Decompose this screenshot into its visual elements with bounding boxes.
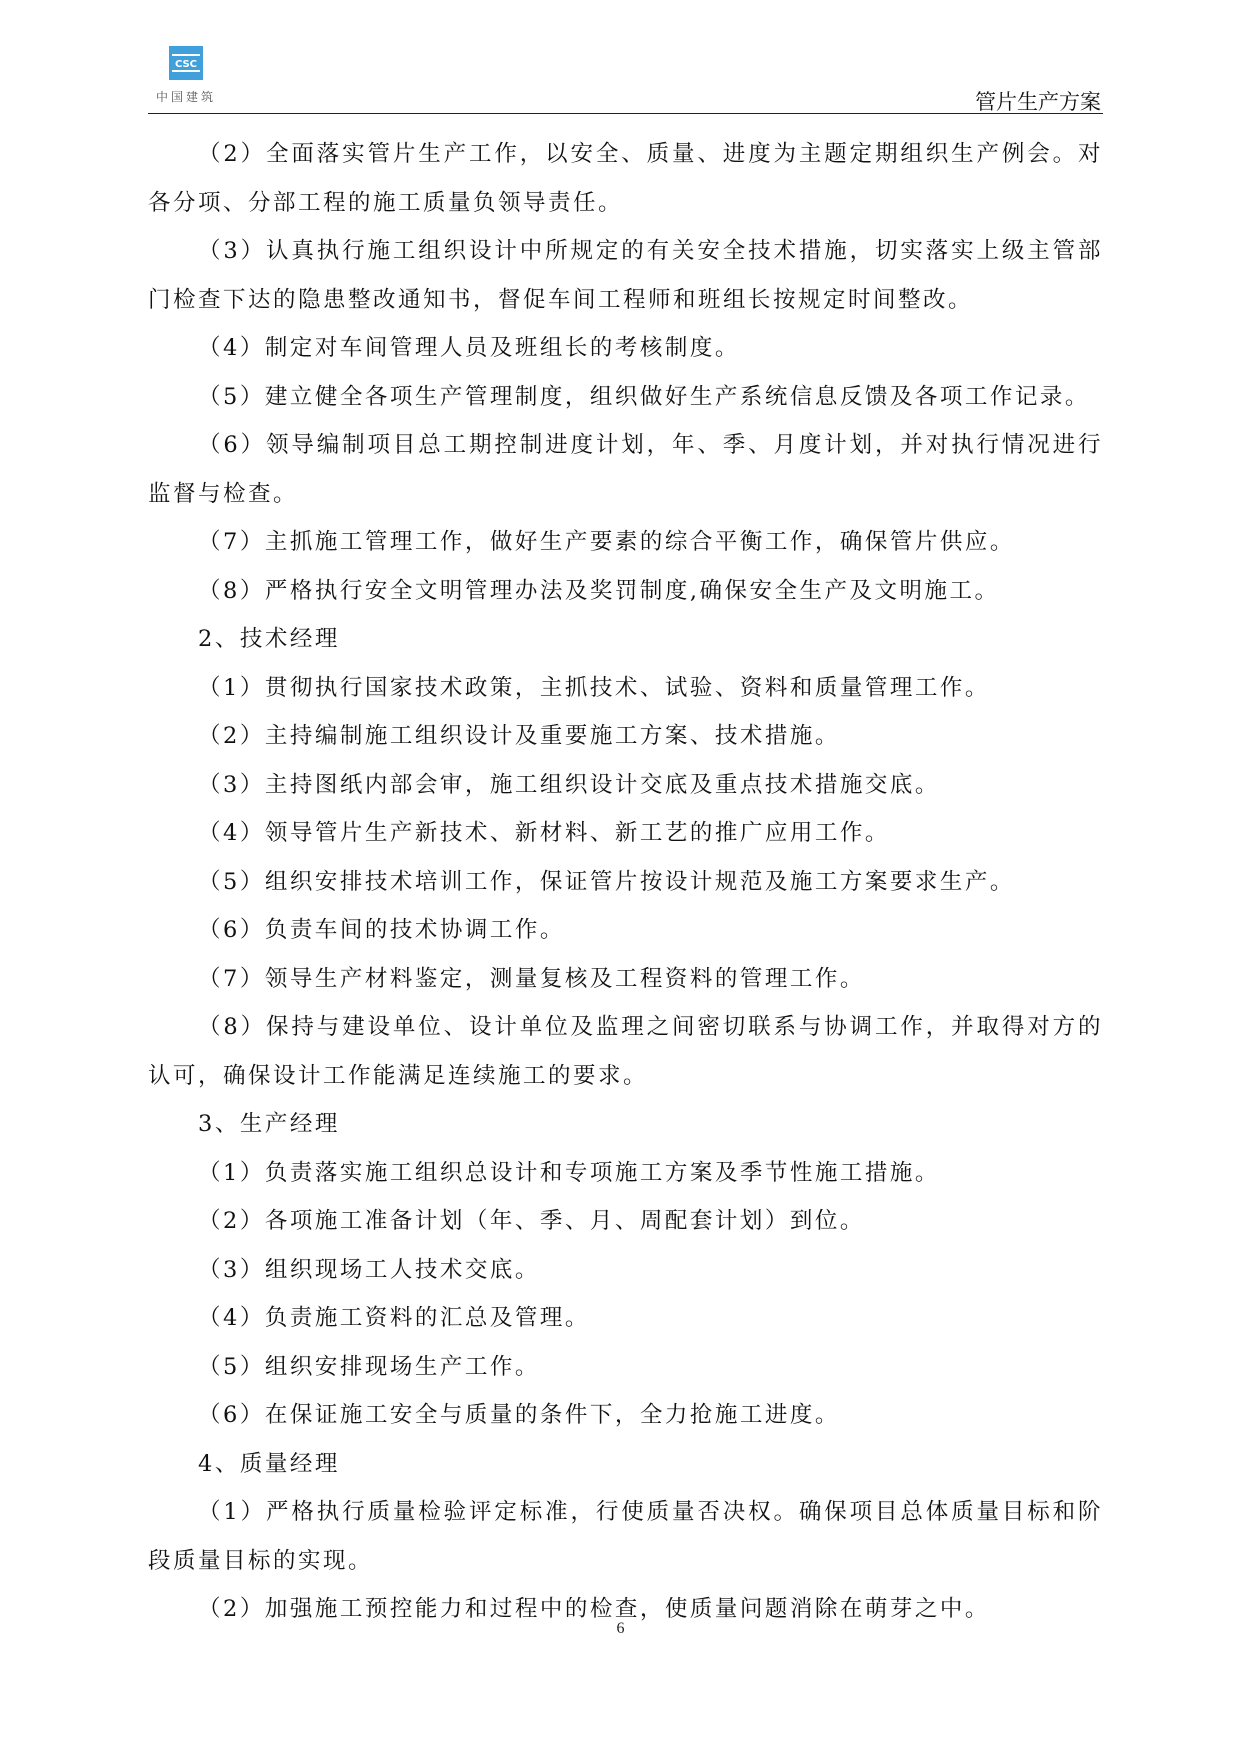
logo-text: 中国建筑: [155, 90, 216, 104]
paragraph: （6）在保证施工安全与质量的条件下，全力抢施工进度。: [198, 1402, 840, 1428]
section-heading-technical-manager: 2、技术经理: [198, 626, 340, 652]
paragraph: （2）各项施工准备计划（年、季、月、周配套计划）到位。: [198, 1208, 865, 1234]
paragraph: （2）加强施工预控能力和过程中的检查，使质量问题消除在萌芽之中。: [198, 1596, 990, 1622]
cscec-logo-icon: [169, 46, 203, 80]
paragraph: （3）主持图纸内部会审，施工组织设计交底及重点技术措施交底。: [198, 771, 940, 798]
paragraph: （5）建立健全各项生产管理制度，组织做好生产系统信息反馈及各项工作记录。: [198, 383, 1090, 410]
document-body: [148, 130, 1103, 1634]
svg-text:CSC: CSC: [174, 59, 198, 70]
paragraph: （2）主持编制施工组织设计及重要施工方案、技术措施。: [198, 723, 840, 749]
paragraph: （4）负责施工资料的汇总及管理。: [198, 1305, 590, 1331]
paragraph: （2）全面落实管片生产工作，以安全、质量、进度为主题定期组织生产例会。对各分项、分部工程的施工质量负领导责任。: [148, 141, 1103, 216]
section-heading-production-manager: 3、生产经理: [198, 1111, 340, 1137]
paragraph: （3）认真执行施工组织设计中所规定的有关安全技术措施，切实落实上级主管部门检查下达的隐患整改通知书，督促车间工程师和班组长按规定时间整改。: [148, 238, 1103, 313]
paragraph: （1）严格执行质量检验评定标准，行使质量否决权。确保项目总体质量目标和阶段质量目标的实现。: [148, 1499, 1103, 1574]
paragraph: （6）负责车间的技术协调工作。: [198, 917, 565, 943]
paragraph: （4）领导管片生产新技术、新材料、新工艺的推广应用工作。: [198, 820, 890, 846]
page-number: 6: [616, 1620, 625, 1637]
paragraph: （3）组织现场工人技术交底。: [198, 1256, 540, 1283]
paragraph: （1）负责落实施工组织总设计和专项施工方案及季节性施工措施。: [198, 1159, 940, 1186]
page-header: [148, 44, 1103, 116]
header-divider: [148, 113, 1103, 114]
paragraph: （7）主抓施工管理工作，做好生产要素的综合平衡工作，确保管片供应。: [198, 529, 1015, 555]
paragraph: （1）贯彻执行国家技术政策，主抓技术、试验、资料和质量管理工作。: [198, 674, 990, 701]
paragraph: （8）严格执行安全文明管理办法及奖罚制度,确保安全生产及文明施工。: [198, 577, 1000, 604]
paragraph: （5）组织安排现场生产工作。: [198, 1353, 540, 1380]
paragraph: （8）保持与建设单位、设计单位及监理之间密切联系与协调工作，并取得对方的认可，确保设计工作能满足连续施工的要求。: [148, 1014, 1103, 1089]
paragraph: （6）领导编制项目总工期控制进度计划，年、季、月度计划，并对执行情况进行监督与检查。: [148, 432, 1103, 507]
company-logo: [150, 44, 222, 104]
paragraph: （7）领导生产材料鉴定，测量复核及工程资料的管理工作。: [198, 965, 865, 992]
document-title: 管片生产方案: [975, 90, 1101, 114]
section-heading-quality-manager: 4、质量经理: [198, 1450, 340, 1477]
paragraph: （5）组织安排技术培训工作，保证管片按设计规范及施工方案要求生产。: [198, 868, 1015, 895]
paragraph: （4）制定对车间管理人员及班组长的考核制度。: [198, 335, 740, 361]
